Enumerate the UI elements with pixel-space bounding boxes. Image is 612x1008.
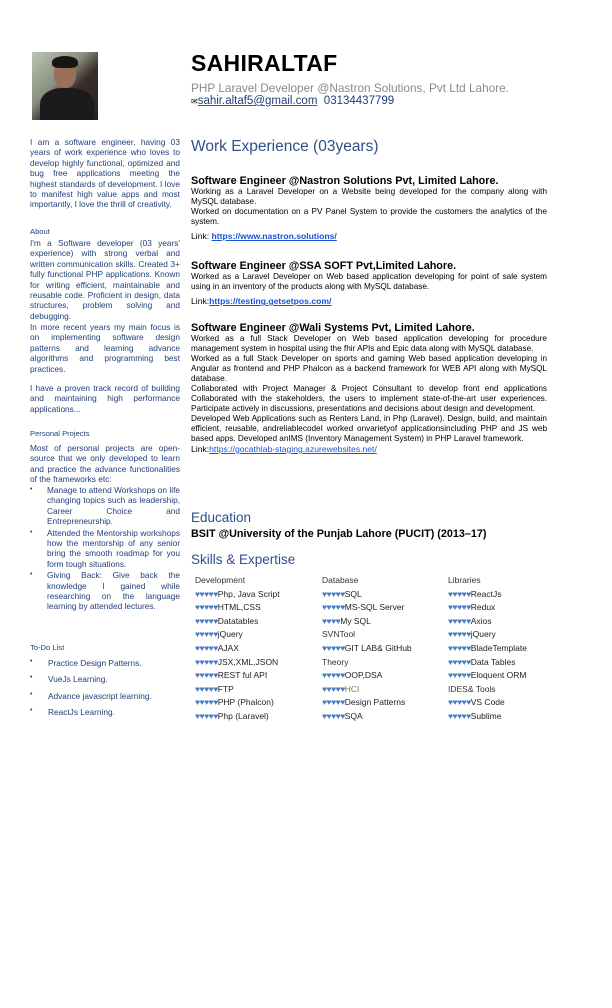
job-link-row (191, 296, 547, 306)
about-paragraph: I'm a Software developer (03 years' experience) with strong verbal and written communication skills. Created 3+ fully functional PHP applications. Known for writing efficient, maintainable and reusable code. Proficient in design, data structures, problem solving and debugging. (30, 238, 180, 321)
skill-item (195, 628, 280, 642)
skill-group-heading: Database (322, 575, 359, 585)
skill-item (322, 683, 412, 697)
email-link[interactable]: sahir.altaf5@gmail.com (197, 95, 318, 107)
list-item: • Manage to attend Workshops on life changing topics such as leadership, Career Choice and Entrepreneurship. (30, 485, 180, 527)
rating-hearts-icon: ♥♥♥♥♥ (322, 697, 345, 708)
job-link[interactable]: https://www.nastron.solutions/ (211, 231, 337, 241)
list-item: • Attended the Mentorship workshops how the mentorship of any senior bring the smooth roadmap for you form tough situations. (30, 528, 180, 570)
rating-hearts-icon: ♥♥♥♥♥ (195, 629, 218, 640)
skill-item (448, 588, 527, 602)
skill-item (322, 588, 412, 602)
skills-column (448, 574, 527, 724)
skill-name: Php (Laravel) (217, 710, 269, 721)
rating-hearts-icon: ♥♥♥♥♥ (195, 642, 218, 653)
skill-group-heading: Development (195, 575, 246, 585)
skill-name: GIT LAB& GitHub (344, 642, 412, 653)
rating-hearts-icon: ♥♥♥♥♥ (322, 710, 345, 721)
rating-hearts-icon: ♥♥♥♥♥ (448, 697, 471, 708)
skill-name: VS Code (470, 697, 505, 708)
rating-hearts-icon: ♥♥♥♥♥ (195, 697, 218, 708)
skills-heading: Skills & Expertise (191, 552, 296, 567)
name-heading: SAHIRALTAF (191, 50, 338, 76)
job-link[interactable]: https://gocathlab-staging.azurewebsites.net/ (209, 444, 377, 454)
job-link-row (191, 444, 547, 454)
job-line: Collaborated with Project Manager & Project Consultant to develop front end applications Collaborated with the stakeholders, the users to implement state-of-the-art user experiences. Participate actively in discussions, presentations and decisions about design and development. (191, 384, 547, 413)
rating-hearts-icon: ♥♥♥♥♥ (195, 602, 218, 613)
job-entry (191, 175, 547, 241)
skill-item (322, 669, 412, 683)
rating-hearts-icon: ♥♥♥♥♥ (448, 602, 471, 613)
skill-name: Design Patterns (344, 697, 406, 708)
projects-intro: Most of personal projects are open-source that we only developed to learn and practice the advance functionalities of the frameworks etc: (30, 443, 180, 485)
skill-name: ReactJs (470, 588, 502, 599)
skill-name: FTP (217, 683, 234, 694)
mail-icon: ✉ (191, 97, 198, 106)
job-title: Software Engineer @SSA SOFT Pvt,Limited Lahore. (191, 260, 457, 272)
skill-group-heading: Libraries (448, 575, 481, 585)
rating-hearts-icon: ♥♥♥♥♥ (448, 629, 471, 640)
skill-item (448, 628, 527, 642)
list-item: • Giving Back: Give back the knowledge I gained while researching on the language learning by attended lectures. (30, 570, 180, 612)
rating-hearts-icon: ♥♥♥♥♥ (448, 588, 471, 599)
rating-hearts-icon: ♥♥♥♥♥ (322, 602, 345, 613)
rating-hearts-icon: ♥♥♥♥♥ (448, 642, 471, 653)
skill-item (195, 669, 280, 683)
job-entry (191, 322, 547, 454)
skill-name: HCI (344, 683, 360, 694)
rating-hearts-icon: ♥♥♥♥♥ (195, 670, 218, 681)
skill-item (448, 601, 527, 615)
skill-name: PHP (Phalcon) (217, 697, 274, 708)
skill-name: jQuery (217, 629, 243, 640)
link-label: Link: (191, 444, 210, 454)
skill-name: Axios (470, 615, 492, 626)
job-line: Working as a Laravel Developer on a Website being developed for the company along with MySQL database. (191, 187, 547, 206)
education-heading: Education (191, 510, 252, 525)
skill-name: Sublime (470, 710, 502, 721)
intro-text: I am a software engineer, having 03 years of work experience who loves to develop highly functional, optimized and bug free applications meeting the highest standards of development. I love to manifest high value apps and most importantly, I love the thrill of creativity. (30, 137, 180, 210)
rating-hearts-icon: ♥♥♥♥♥ (322, 642, 345, 653)
projects-heading: Personal Projects (30, 429, 90, 438)
skill-name: jQuery (470, 629, 496, 640)
job-subtitle: PHP Laravel Developer @Nastron Solutions, Pvt Ltd Lahore. (191, 81, 509, 95)
skill-item (195, 696, 280, 710)
skill-name: OOP,DSA (344, 670, 383, 681)
todo-item: • Advance javascript learning. (30, 691, 152, 701)
link-label: Link: (191, 231, 212, 241)
about-paragraph: In more recent years my main focus is on implementing software design patterns and learning advance algorithms and programming best practices. (30, 322, 180, 374)
about-heading: About (30, 227, 50, 236)
skill-name: Php, Java Script (217, 588, 280, 599)
link-label: Link: (191, 296, 210, 306)
skill-name: Datatables (217, 615, 259, 626)
profile-photo (32, 52, 98, 120)
todo-heading: To-Do List (30, 643, 65, 652)
about-paragraph: I have a proven track record of building and maintaining high performance applications... (30, 383, 180, 414)
skill-name: MS-SQL Server (344, 602, 405, 613)
skill-item (195, 656, 280, 670)
phone-number: 03134437799 (323, 95, 395, 107)
projects-list (30, 485, 180, 612)
skill-name: SQA (344, 710, 363, 721)
skills-column (195, 574, 280, 724)
rating-hearts-icon: ♥♥♥♥ (322, 615, 341, 626)
skill-name: REST ful API (217, 670, 268, 681)
skill-group-heading: SVNTool (322, 629, 356, 640)
skill-item (322, 615, 412, 629)
rating-hearts-icon: ♥♥♥♥♥ (195, 615, 218, 626)
skill-item (448, 710, 527, 724)
work-heading: Work Experience (03years) (191, 138, 379, 155)
skill-name: Redux (470, 602, 496, 613)
rating-hearts-icon: ♥♥♥♥♥ (322, 670, 345, 681)
job-link[interactable]: https://testing.getsetpos.com/ (209, 296, 332, 306)
skill-item (195, 588, 280, 602)
job-title: Software Engineer @Wali Systems Pvt, Limited Lahore. (191, 322, 475, 334)
job-line: Worked as a full Stack Developer on sports and gaming Web based application developing in Angular as frontend and PHP Phalcon as a backend framework for WEB API along with MySQL database. (191, 354, 547, 383)
skill-item (448, 615, 527, 629)
skill-item (195, 601, 280, 615)
skill-item (195, 642, 280, 656)
skill-name: Data Tables (470, 656, 516, 667)
skill-name: AJAX (217, 642, 239, 653)
skill-item (448, 656, 527, 670)
job-line: Worked as a Laravel Developer on Web based application developing for point of sale system using in an inventory of the products along with MySQL database. (191, 272, 547, 291)
skill-name: HTML,CSS (217, 602, 261, 613)
skill-item (195, 683, 280, 697)
rating-hearts-icon: ♥♥♥♥♥ (448, 710, 471, 721)
skill-name: JSX,XML,JSON (217, 656, 279, 667)
job-entry (191, 260, 547, 306)
skill-item (448, 642, 527, 656)
rating-hearts-icon: ♥♥♥♥♥ (195, 588, 218, 599)
skill-name: BladeTemplate (470, 642, 527, 653)
job-line: Worked as a full Stack Developer on Web based application developing for procedure management system in hospital using the fhir APIs and Epic data along with MySQL database. (191, 334, 547, 353)
education-degree: BSIT @University of the Punjab Lahore (PUCIT) (2013–17) (191, 528, 487, 540)
job-line: Worked on documentation on a PV Panel System to provide the customers the analytics of the system. (191, 207, 547, 226)
rating-hearts-icon: ♥♥♥♥♥ (448, 656, 471, 667)
skill-item (322, 696, 412, 710)
rating-hearts-icon: ♥♥♥♥♥ (195, 656, 218, 667)
todo-item: • VueJs Learning. (30, 674, 108, 684)
skill-group-heading: Theory (322, 656, 349, 667)
todo-item: • Practice Design Patterns. (30, 658, 142, 668)
rating-hearts-icon: ♥♥♥♥♥ (448, 615, 471, 626)
skill-item (322, 710, 412, 724)
job-title: Software Engineer @Nastron Solutions Pvt, Limited Lahore. (191, 175, 499, 187)
skill-item (195, 615, 280, 629)
skill-item (448, 669, 527, 683)
job-link-row (191, 231, 547, 241)
rating-hearts-icon: ♥♥♥♥♥ (195, 683, 218, 694)
rating-hearts-icon: ♥♥♥♥♥ (195, 710, 218, 721)
skill-item (448, 696, 527, 710)
skills-column (322, 574, 412, 724)
todo-item: • ReactJs Learning. (30, 707, 115, 717)
rating-hearts-icon: ♥♥♥♥♥ (322, 588, 345, 599)
skill-group-heading: IDES& Tools (448, 683, 496, 694)
rating-hearts-icon: ♥♥♥♥♥ (448, 670, 471, 681)
job-line: Developed Web Applications such as Renters Land, in Php (Laravel). Design, build, and maintain efficient, reusable, andreliablecodeI worked onvarietyof applicationsincluding PHP and JS web based apps. Developed anIMS (Inventory Management System) in PHP Laravel framework. (191, 414, 547, 443)
skill-item (322, 642, 412, 656)
contact-line (191, 95, 394, 107)
skill-name: My SQL (340, 615, 371, 626)
skill-item (322, 601, 412, 615)
skill-name: SQL (344, 588, 362, 599)
skill-item (195, 710, 280, 724)
skill-name: Eloquent ORM (470, 670, 527, 681)
rating-hearts-icon: ♥♥♥♥♥ (322, 683, 345, 694)
